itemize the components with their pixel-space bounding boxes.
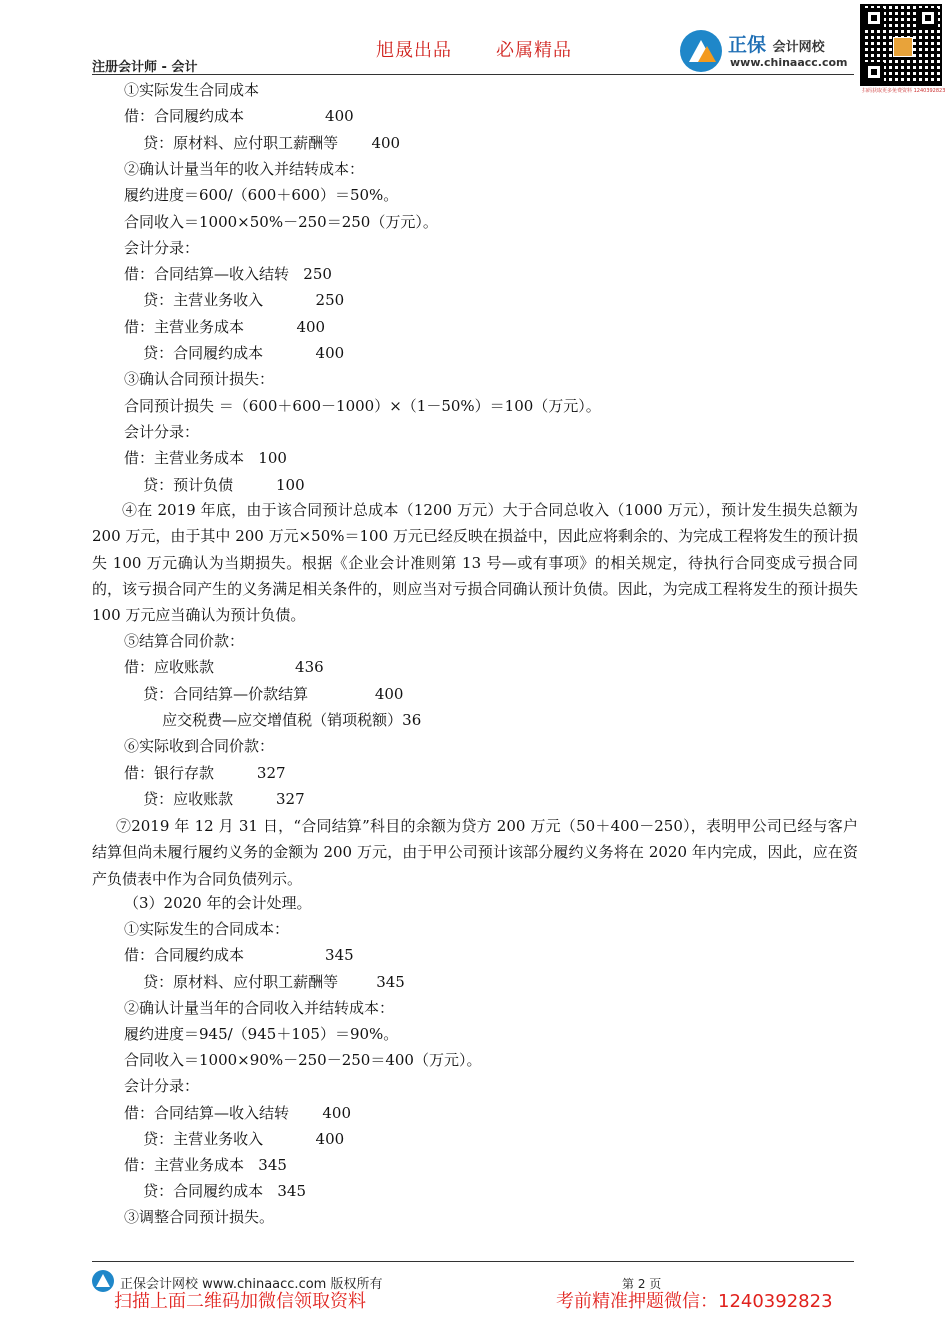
text-line: 履约进度＝600/（600＋600）＝50%。	[124, 186, 399, 205]
text-line: ①实际发生合同成本	[124, 81, 260, 99]
text-line: ②确认计量当年的合同收入并结转成本：	[124, 998, 395, 1017]
footer-divider	[92, 1261, 854, 1262]
header-divider	[92, 74, 854, 75]
text-line: 借：应收账款 436	[124, 658, 324, 677]
footer-ad-right: 考前精准押题微信：1240392823	[556, 1291, 833, 1312]
text-line: 合同收入＝1000×50%－250＝250（万元）。	[124, 212, 438, 231]
brand-sub: 会计网校	[772, 40, 825, 55]
paragraph-contract-liability: ⑦2019 年 12 月 31 日，“合同结算”科目的余额为贷方 200 万元（50＋400－250），表明甲公司已经与客户结算但尚未履行履约义务的金额为 200 万元，由于甲公司预计该部分履约义务将在 2020 年内完成，因此，应在资产负债表中作为合同负债列示。	[92, 817, 858, 888]
text-line: 贷：合同履约成本 345	[124, 1182, 307, 1201]
text-line: 合同预计损失 ＝（600＋600－1000）×（1－50%）＝100（万元）。	[124, 396, 601, 415]
text-line: ①实际发生的合同成本：	[124, 920, 290, 939]
text-line: 履约进度＝945/（945＋105）＝90%。	[124, 1025, 399, 1043]
text-line: 会计分录：	[124, 238, 200, 257]
footer-ad-left: 扫描上面二维码加微信领取资料	[114, 1291, 366, 1312]
text-line: 贷：主营业务收入 400	[124, 1129, 345, 1148]
logo-mark-icon	[680, 30, 722, 72]
text-line: 贷：合同履约成本 400	[124, 344, 345, 362]
text-line: 借：主营业务成本 400	[124, 317, 326, 336]
text-line: ③确认合同预计损失：	[124, 370, 275, 389]
slogan-right: 必属精品	[496, 40, 572, 61]
text-line: 借：合同结算—收入结转 400	[124, 1103, 352, 1122]
page-number: 第 2 页	[622, 1277, 662, 1291]
text-line: ⑥实际收到合同价款：	[124, 737, 275, 756]
text-line: ⑤结算合同价款：	[124, 632, 245, 650]
text-line: 贷：原材料、应付职工薪酬等 400	[124, 133, 401, 152]
text-line: 贷：合同结算—价款结算 400	[124, 684, 404, 703]
text-line: 会计分录：	[124, 422, 200, 441]
header-slogan	[376, 36, 572, 62]
text-line: ③调整合同预计损失。	[124, 1208, 275, 1227]
text-line: 借：银行存款 327	[124, 763, 286, 782]
slogan-left: 旭晟出品	[376, 40, 452, 61]
brand-logo	[680, 30, 856, 74]
footer-copyright: 正保会计网校 www.chinaacc.com 版权所有	[120, 1277, 383, 1292]
text-line: 会计分录：	[124, 1077, 200, 1096]
brand-name: 正保	[728, 34, 767, 56]
text-line: 借：主营业务成本 345	[124, 1156, 287, 1174]
text-line: 应交税费—应交增值税（销项税额）36	[124, 710, 422, 729]
qr-caption: 扫码获取更多免费资料 1240392823	[862, 88, 946, 94]
brand-url: www.chinaacc.com	[730, 56, 848, 69]
text-line: 贷：应收账款 327	[124, 789, 305, 808]
footer-logo-icon	[92, 1270, 114, 1292]
subject-title: 注册会计师 - 会计	[92, 60, 198, 75]
text-line: 贷：原材料、应付职工薪酬等 345	[124, 972, 405, 991]
text-line: 借：合同履约成本 400	[124, 107, 354, 126]
text-line: 借：主营业务成本 100	[124, 449, 287, 468]
text-line: 贷：预计负债 100	[124, 475, 305, 494]
text-line: 借：合同履约成本 345	[124, 946, 354, 965]
text-line: ②确认计量当年的收入并结转成本：	[124, 159, 365, 178]
text-line: 贷：主营业务收入 250	[124, 291, 345, 310]
text-line: 合同收入＝1000×90%－250－250＝400（万元）。	[124, 1051, 482, 1070]
qr-code-icon	[860, 4, 942, 86]
paragraph-loss-explanation: ④在 2019 年底，由于该合同预计总成本（1200 万元）大于合同总收入（1000 万元），预计发生损失总额为 200 万元，由于其中 200 万元×50%＝100 万元已经反映在损益中，因此应将剩余的、为完成工程将发生的预计损失 100 万元确认为当期损失。根据《企业会计准则第 13 号—或有事项》的相关规定，待执行合同变成亏损合同的，该亏损合同产生的义务满足相关条件的，则应当对亏损合同确认预计负债。因此，为完成工程将发生的预计损失 100 万元应当确认为预计负债。	[92, 501, 858, 625]
text-line: （3）2020 年的会计处理。	[124, 894, 312, 912]
text-line: 借：合同结算—收入结转 250	[124, 265, 332, 284]
